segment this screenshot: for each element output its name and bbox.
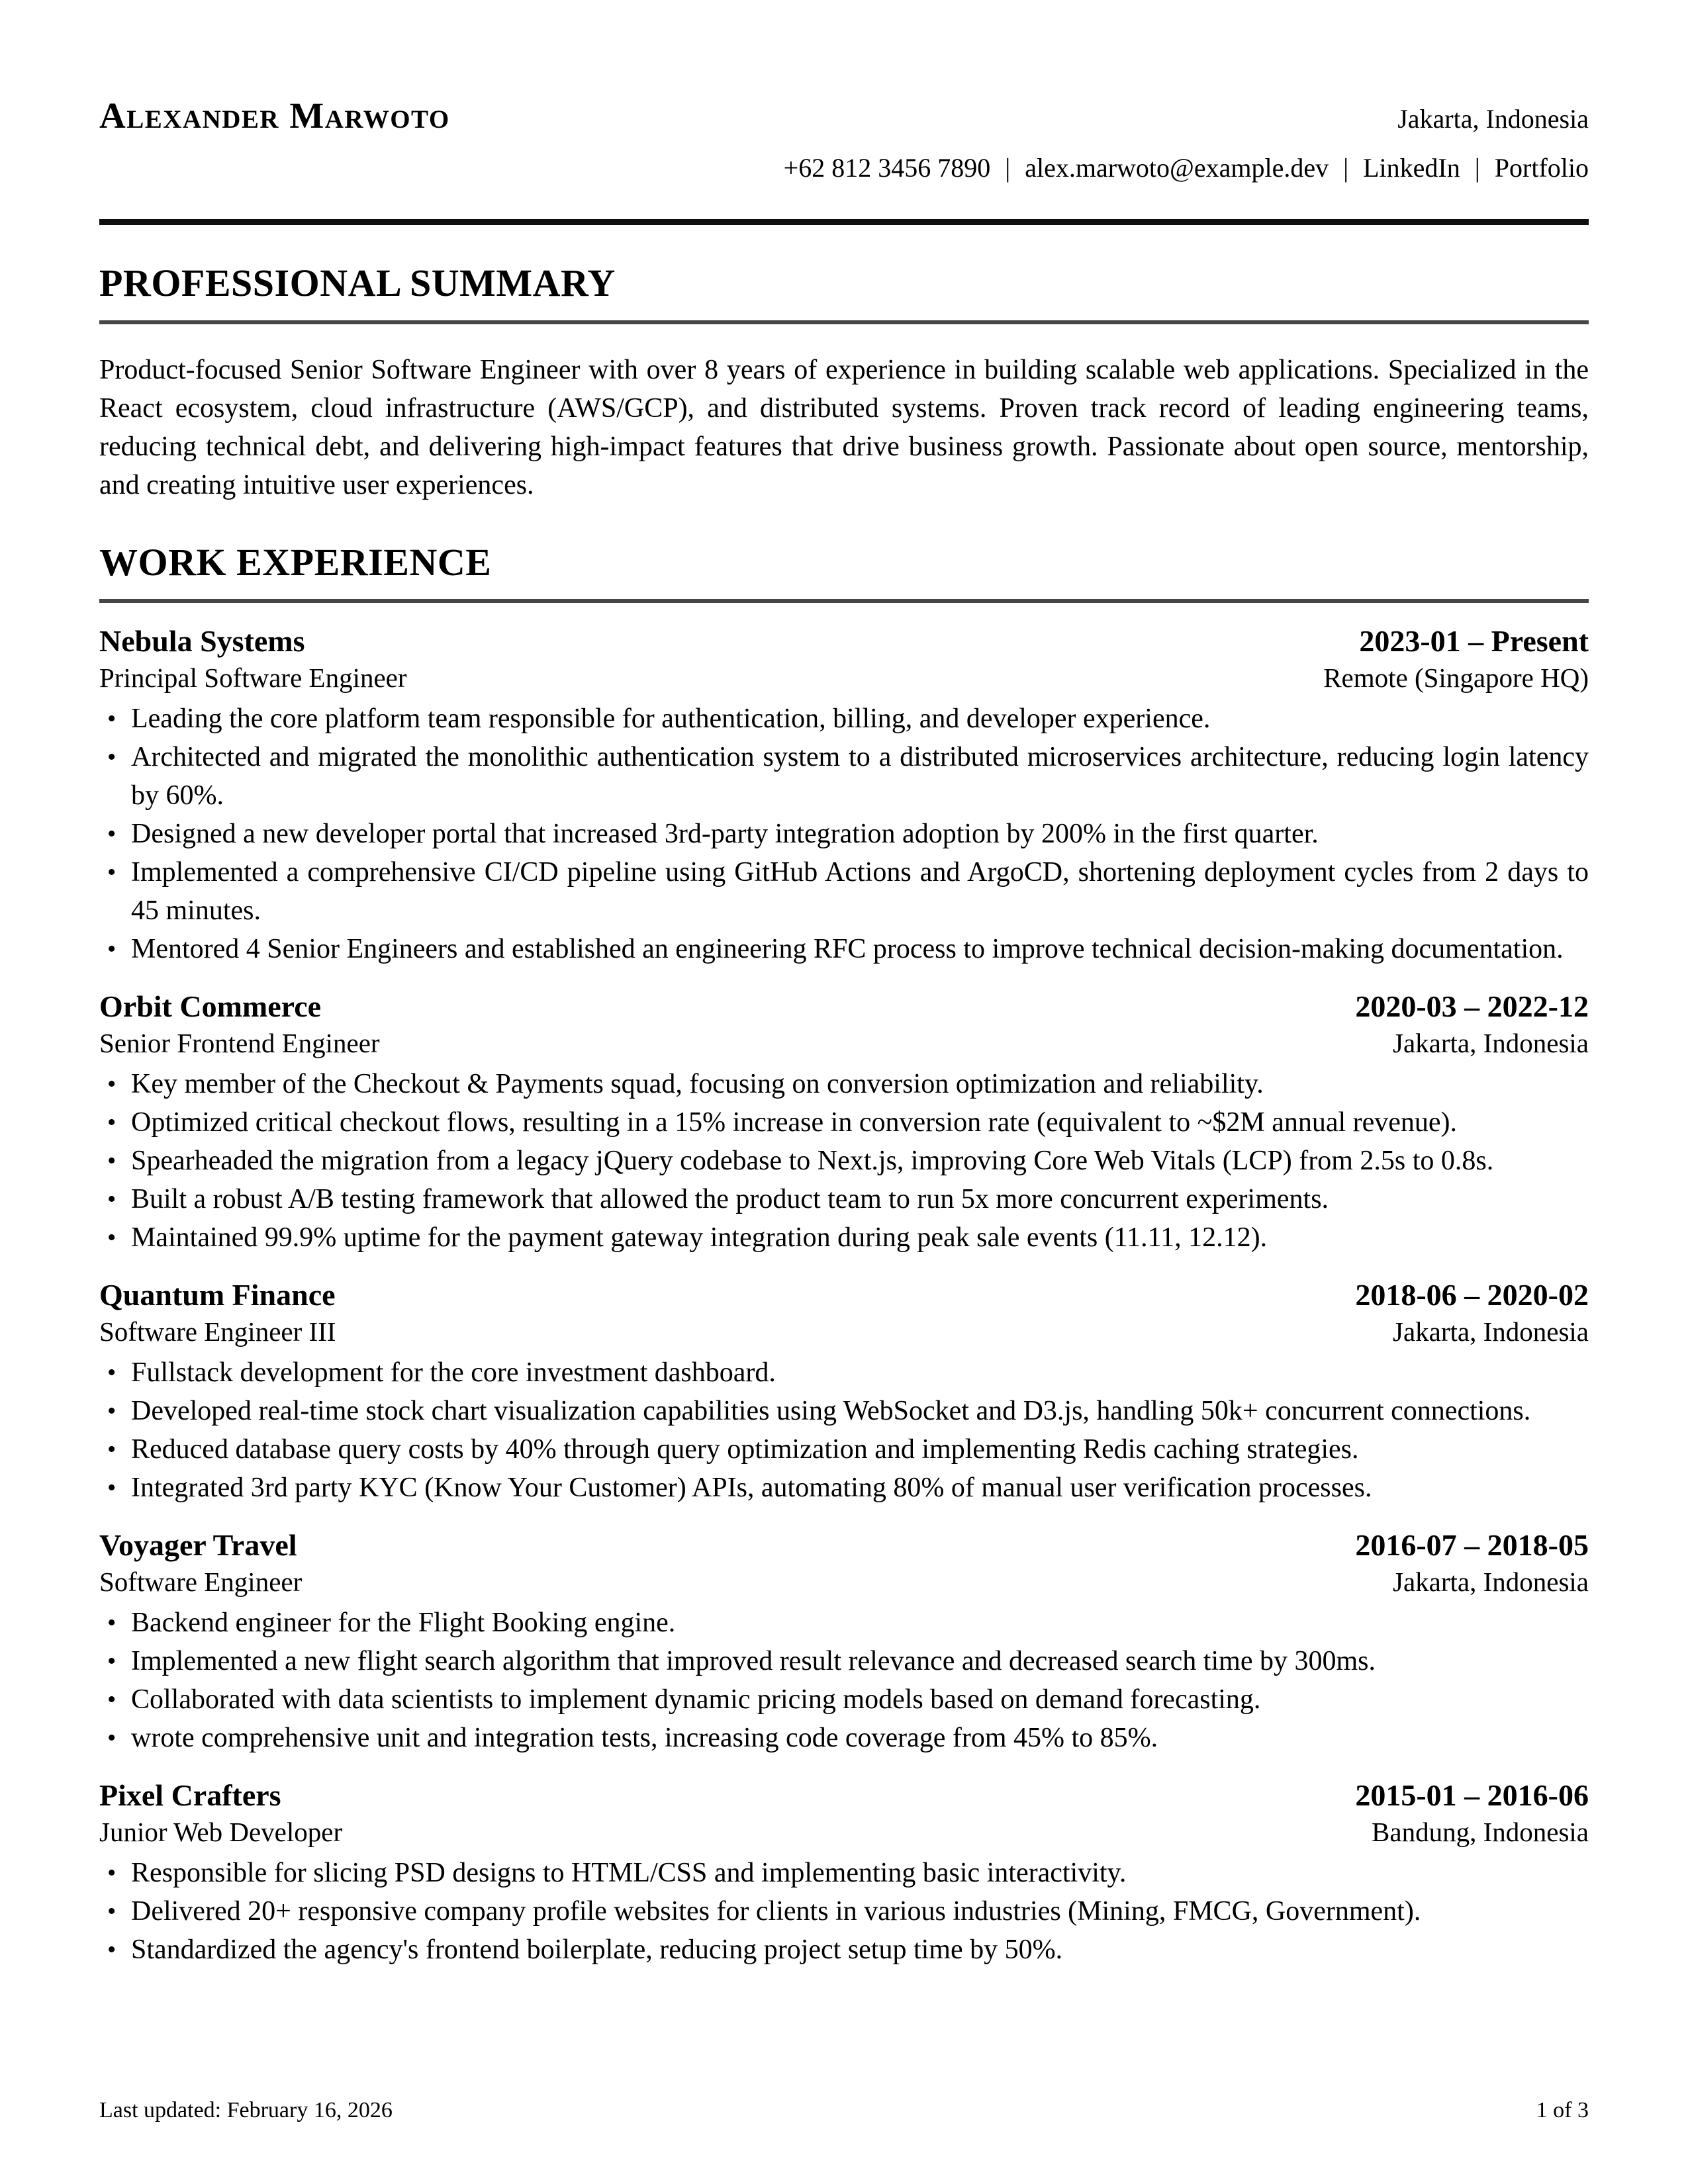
job-title: Software Engineer III [99, 1316, 336, 1347]
contact-separator: | [1474, 152, 1480, 183]
bullet-item: • Implemented a new flight search algorithm that improved result relevance and decreased search time by 300ms. [99, 1642, 1589, 1680]
job-location: Jakarta, Indonesia [1393, 1028, 1589, 1059]
job-dates: 2020-03 – 2022-12 [1355, 989, 1589, 1024]
job-title: Senior Frontend Engineer [99, 1028, 380, 1059]
job-header-row [99, 1277, 1589, 1314]
job-list [99, 623, 1589, 1969]
job-subheader-row [99, 1314, 1589, 1349]
job-location: Remote (Singapore HQ) [1323, 662, 1589, 694]
job-subheader-row [99, 1025, 1589, 1061]
bullet-item: • Backend engineer for the Flight Booking engine. [99, 1604, 1589, 1642]
job-dates: 2016-07 – 2018-05 [1355, 1528, 1589, 1563]
company-name: Orbit Commerce [99, 989, 322, 1024]
bullet-item: • Reduced database query costs by 40% through query optimization and implementing Redis caching strategies. [99, 1430, 1589, 1469]
job-header-row [99, 623, 1589, 660]
company-name: Pixel Crafters [99, 1778, 281, 1813]
contact-separator: | [1343, 152, 1349, 183]
contact-separator: | [1005, 152, 1011, 183]
job-entry [99, 1527, 1589, 1757]
job-title: Junior Web Developer [99, 1817, 343, 1848]
bullet-item: • Implemented a comprehensive CI/CD pipeline using GitHub Actions and ArgoCD, shortening deployment cycles from 2 days to 45 minutes. [99, 853, 1589, 930]
experience-section-heading: WORK EXPERIENCE [99, 540, 492, 584]
job-entry [99, 988, 1589, 1257]
experience-section-rule [99, 599, 1589, 603]
job-title: Principal Software Engineer [99, 662, 407, 694]
bullet-item: • Built a robust A/B testing framework that allowed the product team to run 5x more concurrent experiments. [99, 1180, 1589, 1218]
job-title: Software Engineer [99, 1567, 303, 1598]
bullet-item: • Key member of the Checkout & Payments squad, focusing on conversion optimization and reliability. [99, 1065, 1589, 1103]
contact-email-link[interactable]: alex.marwoto@example.dev [1025, 152, 1329, 183]
bullet-item: • wrote comprehensive unit and integration tests, increasing code coverage from 45% to 85%. [99, 1719, 1589, 1757]
job-subheader-row [99, 660, 1589, 696]
summary-paragraph: Product-focused Senior Software Engineer with over 8 years of experience in building scalable web applications. Specialized in the React ecosystem, cloud infrastructure (AWS/GCP), and distributed systems. Proven track record of leading engineering teams, reducing technical debt, and delivering high-impact features that drive business growth. Passionate about open source, mentorship, and creating intuitive user experiences. [99, 354, 1589, 500]
bullet-item: • Collaborated with data scientists to implement dynamic pricing models based on demand forecasting. [99, 1680, 1589, 1719]
job-entry [99, 623, 1589, 968]
bullet-list [99, 700, 1589, 968]
contact-phone: +62 812 3456 7890 [783, 152, 991, 183]
company-name: Voyager Travel [99, 1528, 297, 1563]
person-name: Alexander Marwoto [99, 95, 450, 136]
bullet-item: • Designed a new developer portal that increased 3rd-party integration adoption by 200% in the first quarter. [99, 815, 1589, 853]
page-indicator: 1 of 3 [1536, 2098, 1589, 2122]
contact-linkedin-link[interactable]: LinkedIn [1363, 152, 1460, 183]
header-rule [99, 219, 1589, 225]
summary-section-rule [99, 320, 1589, 324]
bullet-item: • Fullstack development for the core investment dashboard. [99, 1353, 1589, 1392]
job-location: Jakarta, Indonesia [1393, 1316, 1589, 1347]
bullet-item: • Architected and migrated the monolithic authentication system to a distributed microservices architecture, reducing login latency by 60%. [99, 738, 1589, 815]
summary-section-heading: PROFESSIONAL SUMMARY [99, 261, 616, 304]
contact-row [99, 152, 1589, 183]
header-location: Jakarta, Indonesia [1397, 104, 1589, 134]
bullet-list [99, 1065, 1589, 1257]
bullet-list [99, 1854, 1589, 1969]
bullet-item: • Delivered 20+ responsive company profile websites for clients in various industries (Mining, FMCG, Government). [99, 1892, 1589, 1931]
company-name: Quantum Finance [99, 1278, 336, 1312]
job-dates: 2018-06 – 2020-02 [1355, 1278, 1589, 1312]
job-header-row [99, 988, 1589, 1025]
bullet-item: • Developed real-time stock chart visualization capabilities using WebSocket and D3.js, handling 50k+ concurrent connections. [99, 1392, 1589, 1430]
bullet-item: • Leading the core platform team responsible for authentication, billing, and developer experience. [99, 700, 1589, 738]
job-entry [99, 1277, 1589, 1507]
bullet-item: • Optimized critical checkout flows, resulting in a 15% increase in conversion rate (equivalent to ~$2M annual revenue). [99, 1103, 1589, 1142]
job-location: Bandung, Indonesia [1372, 1817, 1589, 1848]
company-name: Nebula Systems [99, 624, 305, 659]
job-entry [99, 1777, 1589, 1969]
bullet-item: • Standardized the agency's frontend boilerplate, reducing project setup time by 50%. [99, 1931, 1589, 1969]
job-location: Jakarta, Indonesia [1393, 1567, 1589, 1598]
job-header-row [99, 1527, 1589, 1564]
bullet-item: • Mentored 4 Senior Engineers and established an engineering RFC process to improve technical decision-making documentation. [99, 930, 1589, 968]
page-footer [99, 2098, 1589, 2123]
job-dates: 2015-01 – 2016-06 [1355, 1778, 1589, 1813]
job-subheader-row [99, 1814, 1589, 1850]
job-header-row [99, 1777, 1589, 1814]
bullet-list [99, 1604, 1589, 1757]
bullet-list [99, 1353, 1589, 1507]
job-subheader-row [99, 1564, 1589, 1600]
job-dates: 2023-01 – Present [1359, 624, 1589, 659]
header [99, 97, 1589, 135]
bullet-item: • Maintained 99.9% uptime for the payment gateway integration during peak sale events (11.11, 12.12). [99, 1218, 1589, 1257]
bullet-item: • Responsible for slicing PSD designs to HTML/CSS and implementing basic interactivity. [99, 1854, 1589, 1892]
last-updated-text: Last updated: February 16, 2026 [99, 2098, 393, 2122]
bullet-item: • Spearheaded the migration from a legacy jQuery codebase to Next.js, improving Core Web Vitals (LCP) from 2.5s to 0.8s. [99, 1142, 1589, 1180]
contact-portfolio-link[interactable]: Portfolio [1494, 152, 1589, 183]
bullet-item: • Integrated 3rd party KYC (Know Your Customer) APIs, automating 80% of manual user verification processes. [99, 1469, 1589, 1507]
